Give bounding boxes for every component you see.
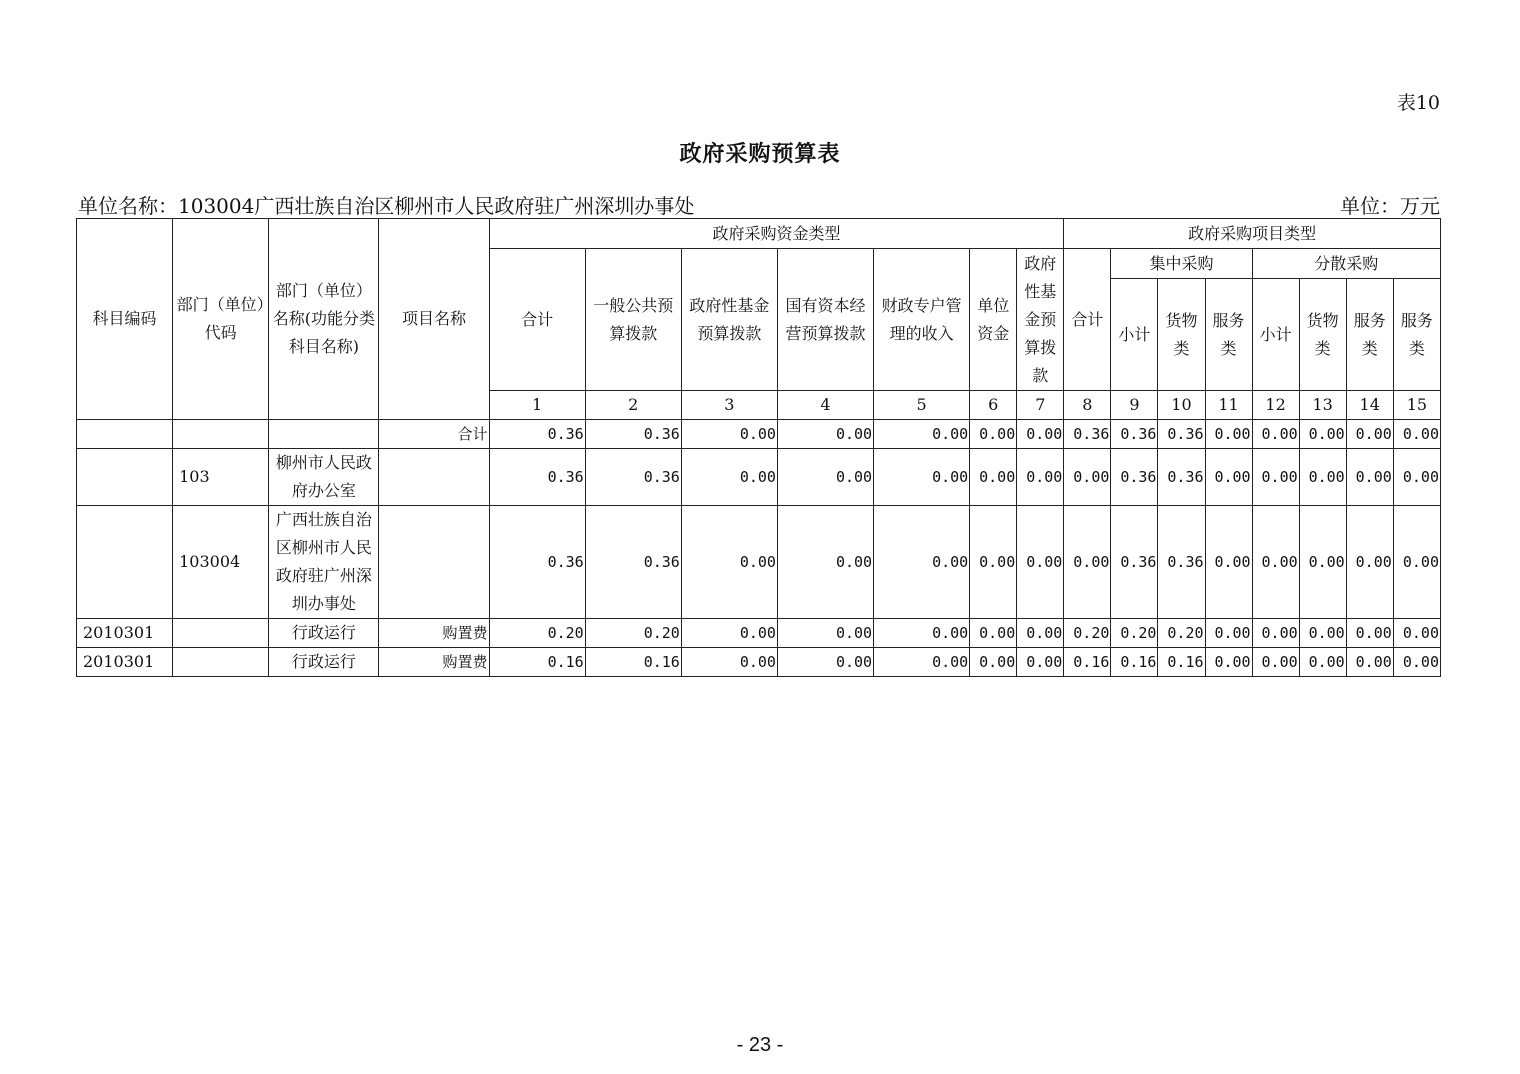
- value-cell: 0.00: [1299, 449, 1346, 506]
- project-name-cell: 购置费: [379, 619, 489, 648]
- value-cell: 0.00: [1205, 420, 1252, 449]
- subject-code-cell: 2010301: [77, 648, 173, 677]
- column-number: 14: [1346, 391, 1393, 420]
- value-cell: 0.00: [1299, 619, 1346, 648]
- value-cell: 0.20: [585, 619, 681, 648]
- column-number: 1: [489, 391, 585, 420]
- value-cell: 0.16: [489, 648, 585, 677]
- project-name-cell: 购置费: [379, 648, 489, 677]
- column-number: 9: [1111, 391, 1158, 420]
- value-cell: 0.00: [1205, 506, 1252, 619]
- header-decent-col: 服务类: [1346, 279, 1393, 391]
- dept-name-cell: 行政运行: [269, 648, 379, 677]
- dept-code-cell: [173, 648, 269, 677]
- value-cell: 0.00: [777, 648, 873, 677]
- value-cell: 0.00: [681, 619, 777, 648]
- dept-code-cell: 103: [173, 449, 269, 506]
- value-cell: 0.00: [1064, 506, 1111, 619]
- header-centralized: 集中采购: [1111, 249, 1252, 279]
- value-cell: 0.00: [970, 648, 1017, 677]
- value-cell: 0.00: [777, 420, 873, 449]
- value-cell: 0.00: [874, 619, 970, 648]
- value-cell: 0.36: [1158, 449, 1205, 506]
- column-number: 7: [1017, 391, 1064, 420]
- header-fund-col: 单位资金: [970, 249, 1017, 391]
- header-project-name: 项目名称: [379, 219, 489, 420]
- header-cent-col: 货物类: [1158, 279, 1205, 391]
- value-cell: 0.00: [1017, 648, 1064, 677]
- value-cell: 0.00: [1205, 619, 1252, 648]
- value-cell: 0.00: [681, 648, 777, 677]
- value-cell: 0.00: [1393, 449, 1440, 506]
- value-cell: 0.00: [1017, 619, 1064, 648]
- table-number: 表10: [1396, 92, 1440, 114]
- header-decent-col: 服务类: [1393, 279, 1440, 391]
- dept-name-cell: 柳州市人民政府办公室: [269, 449, 379, 506]
- value-cell: 0.00: [1393, 506, 1440, 619]
- value-cell: 0.36: [1111, 449, 1158, 506]
- value-cell: 0.36: [489, 449, 585, 506]
- header-dept-name: 部门（单位）名称(功能分类科目名称): [269, 219, 379, 420]
- value-cell: 0.00: [1252, 619, 1299, 648]
- dept-name-cell: 行政运行: [269, 619, 379, 648]
- value-cell: 0.00: [777, 449, 873, 506]
- page-title: 政府采购预算表: [679, 141, 841, 167]
- value-cell: 0.16: [1111, 648, 1158, 677]
- value-cell: 0.00: [1252, 449, 1299, 506]
- value-cell: 0.00: [1299, 420, 1346, 449]
- currency-unit: 单位：万元: [1340, 194, 1440, 218]
- value-cell: 0.00: [1252, 506, 1299, 619]
- column-number: 6: [970, 391, 1017, 420]
- header-fund-col: 政府性基金预算拨款: [681, 249, 777, 391]
- table-row: [77, 648, 1441, 677]
- header-project-type: 政府采购项目类型: [1064, 219, 1441, 249]
- table-row: [77, 619, 1441, 648]
- value-cell: 0.16: [585, 648, 681, 677]
- header-subject-code: 科目编码: [77, 219, 173, 420]
- header-decent-col: 小计: [1252, 279, 1299, 391]
- header-fund-col: 财政专户管理的收入: [874, 249, 970, 391]
- dept-code-cell: [173, 619, 269, 648]
- header-cent-col: 服务类: [1205, 279, 1252, 391]
- header-decent-col: 货物类: [1299, 279, 1346, 391]
- subject-code-cell: [77, 506, 173, 619]
- procurement-budget-table: [76, 218, 1441, 677]
- value-cell: 0.36: [585, 506, 681, 619]
- header-project-total: 合计: [1064, 249, 1111, 391]
- header-fund-col: 国有资本经营预算拨款: [777, 249, 873, 391]
- value-cell: 0.00: [970, 449, 1017, 506]
- value-cell: 0.00: [1205, 449, 1252, 506]
- value-cell: 0.00: [874, 420, 970, 449]
- value-cell: 0.20: [1158, 619, 1205, 648]
- value-cell: 0.36: [1111, 506, 1158, 619]
- column-number: 12: [1252, 391, 1299, 420]
- value-cell: 0.00: [1017, 449, 1064, 506]
- value-cell: 0.00: [1393, 619, 1440, 648]
- column-number: 5: [874, 391, 970, 420]
- value-cell: 0.00: [1205, 648, 1252, 677]
- value-cell: 0.20: [1064, 619, 1111, 648]
- table-row: [77, 449, 1441, 506]
- dept-name-cell: [269, 420, 379, 449]
- dept-code-cell: 103004: [173, 506, 269, 619]
- value-cell: 0.00: [970, 506, 1017, 619]
- project-name-cell: [379, 449, 489, 506]
- column-number: 13: [1299, 391, 1346, 420]
- header-fund-col: 政府性基金预算拨款: [1017, 249, 1064, 391]
- value-cell: 0.00: [1393, 648, 1440, 677]
- value-cell: 0.00: [1346, 420, 1393, 449]
- value-cell: 0.00: [681, 506, 777, 619]
- column-number: 4: [777, 391, 873, 420]
- column-number: 2: [585, 391, 681, 420]
- value-cell: 0.20: [1111, 619, 1158, 648]
- value-cell: 0.00: [1017, 506, 1064, 619]
- value-cell: 0.00: [1346, 506, 1393, 619]
- value-cell: 0.00: [777, 506, 873, 619]
- value-cell: 0.36: [1064, 420, 1111, 449]
- value-cell: 0.00: [1064, 449, 1111, 506]
- header-fund-col: 一般公共预算拨款: [585, 249, 681, 391]
- unit-name: 单位名称：103004广西壮族自治区柳州市人民政府驻广州深圳办事处: [78, 194, 695, 218]
- column-number: 8: [1064, 391, 1111, 420]
- value-cell: 0.36: [1158, 420, 1205, 449]
- dept-code-cell: [173, 420, 269, 449]
- value-cell: 0.20: [489, 619, 585, 648]
- value-cell: 0.00: [1346, 619, 1393, 648]
- value-cell: 0.00: [777, 619, 873, 648]
- value-cell: 0.00: [681, 449, 777, 506]
- dept-name-cell: 广西壮族自治区柳州市人民政府驻广州深圳办事处: [269, 506, 379, 619]
- value-cell: 0.36: [585, 420, 681, 449]
- subject-code-cell: 2010301: [77, 619, 173, 648]
- value-cell: 0.36: [1158, 506, 1205, 619]
- header-fund-type: 政府采购资金类型: [489, 219, 1064, 249]
- value-cell: 0.00: [1252, 420, 1299, 449]
- value-cell: 0.00: [1299, 648, 1346, 677]
- value-cell: 0.36: [489, 420, 585, 449]
- value-cell: 0.00: [874, 506, 970, 619]
- column-number: 15: [1393, 391, 1440, 420]
- value-cell: 0.00: [681, 420, 777, 449]
- header-cent-col: 小计: [1111, 279, 1158, 391]
- value-cell: 0.00: [1017, 420, 1064, 449]
- value-cell: 0.00: [970, 420, 1017, 449]
- value-cell: 0.36: [585, 449, 681, 506]
- header-dept-code: 部门（单位）代码: [173, 219, 269, 420]
- value-cell: 0.00: [1299, 506, 1346, 619]
- value-cell: 0.36: [489, 506, 585, 619]
- page-number: - 23 -: [736, 1034, 784, 1056]
- project-name-cell: 合计: [379, 420, 489, 449]
- value-cell: 0.00: [1346, 648, 1393, 677]
- value-cell: 0.16: [1158, 648, 1205, 677]
- subject-code-cell: [77, 449, 173, 506]
- table-row: [77, 506, 1441, 619]
- value-cell: 0.00: [874, 449, 970, 506]
- value-cell: 0.00: [1393, 420, 1440, 449]
- value-cell: 0.00: [970, 619, 1017, 648]
- value-cell: 0.00: [1346, 449, 1393, 506]
- table-row: [77, 420, 1441, 449]
- value-cell: 0.16: [1064, 648, 1111, 677]
- column-number: 11: [1205, 391, 1252, 420]
- value-cell: 0.00: [1252, 648, 1299, 677]
- subject-code-cell: [77, 420, 173, 449]
- value-cell: 0.00: [874, 648, 970, 677]
- column-number: 10: [1158, 391, 1205, 420]
- header-fund-col: 合计: [489, 249, 585, 391]
- project-name-cell: [379, 506, 489, 619]
- column-number: 3: [681, 391, 777, 420]
- header-decentralized: 分散采购: [1252, 249, 1440, 279]
- value-cell: 0.36: [1111, 420, 1158, 449]
